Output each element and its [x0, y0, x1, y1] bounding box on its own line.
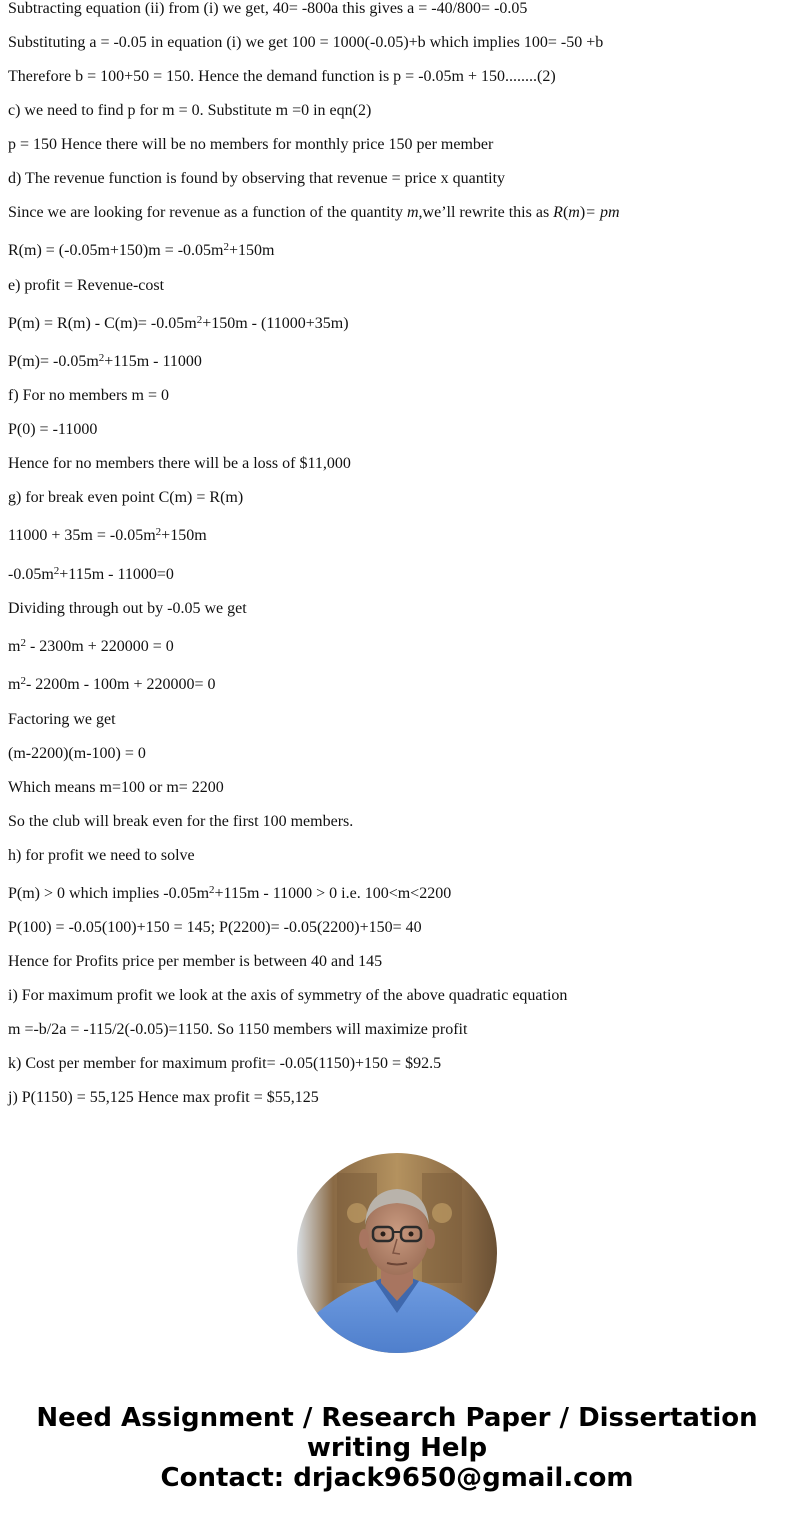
- solution-line: p = 150 Hence there will be no members for monthly price 150 per member: [8, 136, 494, 153]
- solution-line: P(100) = -0.05(100)+150 = 145; P(2200)= -0.05(2200)+150= 40: [8, 919, 422, 936]
- solution-line: $m^2 - 2300m + 220000 = 0$: [8, 637, 174, 655]
- solution-line: P(m) > 0 which implies $-0.05m^2+115m - 11000 > 0$ i.e. 100<m<2200: [8, 884, 452, 902]
- solution-line: f) For no members m = 0: [8, 387, 169, 404]
- solution-line: $P(m)= -0.05m^2+115m - 11000$: [8, 352, 202, 370]
- contact-banner-line: writing Help: [306, 1433, 488, 1463]
- solution-line: (m-2200)(m-100) = 0: [8, 745, 146, 762]
- solution-line: e) profit = Revenue-cost: [8, 277, 165, 294]
- solution-line: h) for profit we need to solve: [8, 847, 195, 864]
- contact-banner: [0, 1403, 794, 1493]
- solution-line: Hence for Profits price per member is between 40 and 145: [8, 953, 383, 970]
- solution-line: Dividing through out by -0.05 we get: [8, 600, 247, 617]
- solution-line: m =-b/2a = -115/2(-0.05)=1150. So 1150 members will maximize profit: [8, 1021, 468, 1038]
- solution-line: c) we need to find p for m = 0. Substitute m =0 in eqn(2): [8, 102, 372, 119]
- solution-line: Substituting a = -0.05 in equation (i) we get 100 = 1000(-0.05)+b which implies 100= -50 +b: [8, 34, 604, 51]
- solution-line: P(0) = -11000: [8, 421, 98, 438]
- author-photo: [297, 1153, 497, 1353]
- contact-email: Contact: drjack9650@gmail.com: [160, 1463, 634, 1493]
- contact-banner-line: Need Assignment / Research Paper / Dissertation: [36, 1403, 758, 1433]
- solution-line: k) Cost per member for maximum profit= -0.05(1150)+150 = $92.5: [8, 1055, 442, 1072]
- solution-line: Therefore b = 100+50 = 150. Hence the demand function is p = -0.05m + 150........(2): [8, 68, 556, 85]
- solution-line: Which means m=100 or m= 2200: [8, 779, 224, 796]
- solution-line: $P(m) = R(m) - C(m)= -0.05m^2+150m - (11000+35m)$: [8, 314, 349, 332]
- solution-line: So the club will break even for the first 100 members.: [8, 813, 354, 830]
- solution-line: g) for break even point C(m) = R(m): [8, 489, 244, 506]
- solution-line: $11000 + 35m = -0.05m^2+150m$: [8, 526, 207, 544]
- solution-line: i) For maximum profit we look at the axis of symmetry of the above quadratic equation: [8, 987, 568, 1004]
- solution-line: Since we are looking for revenue as a function of the quantity m,we’ll rewrite this as R(m)= pm: [8, 204, 620, 221]
- solution-line: d) The revenue function is found by observing that revenue = price x quantity: [8, 170, 506, 187]
- author-avatar: [297, 1153, 497, 1353]
- solution-line: Hence for no members there will be a loss of $11,000: [8, 455, 351, 472]
- solution-line: Subtracting equation (ii) from (i) we get, 40= -800a this gives a = -40/800= -0.05: [8, 0, 528, 17]
- solution-line: $m^2-$ 2200m - 100m + 220000= 0: [8, 675, 216, 693]
- solution-line: Factoring we get: [8, 711, 116, 728]
- solution-line: j) P(1150) = 55,125 Hence max profit = $55,125: [8, 1089, 319, 1106]
- solution-line: $-0.05m^2+115m - 11000=0$: [8, 565, 174, 583]
- solution-line: $R(m) = (-0.05m+150)m = -0.05m^2+150m$: [8, 241, 275, 259]
